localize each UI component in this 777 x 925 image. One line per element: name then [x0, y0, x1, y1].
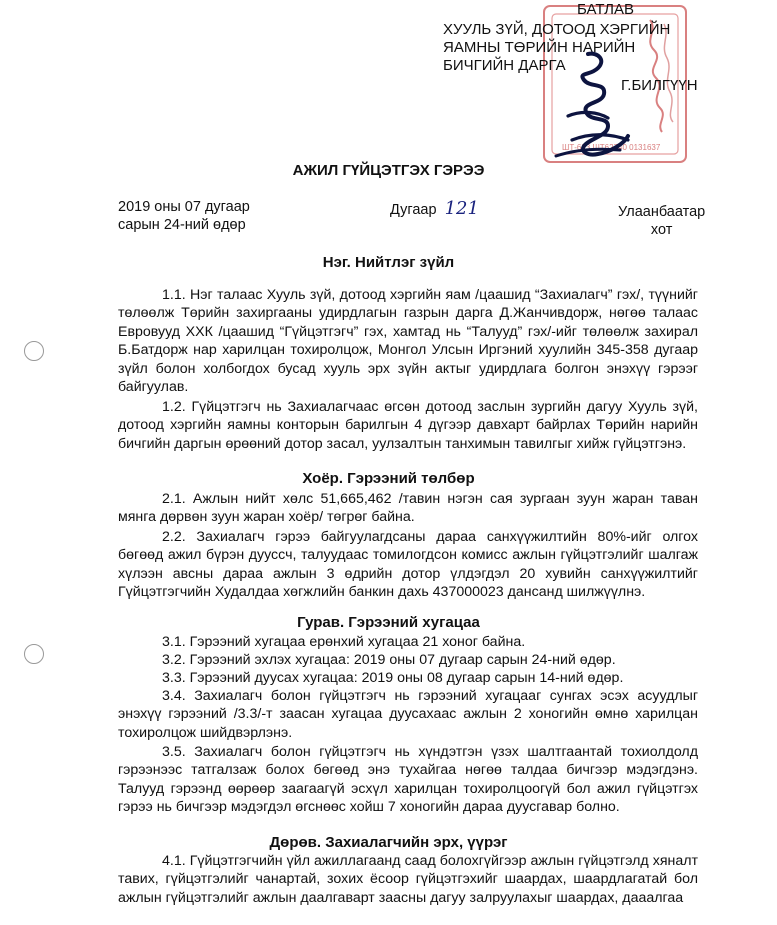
- contract-city: Улаанбаатар хот: [618, 204, 706, 238]
- clause-paragraph: 1.1. Нэг талаас Хууль зүй, дотоод хэргийн яам /цаашид “Захиалагч” гэх/, түүнийг төлөөлж Төрийн захиргааны удирдлагын газрын дарга Д.Жанчивдорж, нөгөө талаас Евровууд ХХК /цаашид “Гүйцэтгэгч” гэх, хамтад нь “Талууд” гэх/-ийг төлөөлж захирал Б.Батдорж нар харилцан тохиролцож, Монгол Улсын Иргэний хуулийн 345-358 дугаар зүйл болон холбогдох бусад хууль эрх зүйн актыг удирдлага болгон энэхүү гэрээг байгуулав.: [118, 287, 698, 396]
- section-heading: Нэг. Нийтлэг зүйл: [322, 254, 455, 271]
- approval-line: ЯАМНЫ ТӨРИЙН НАРИЙН: [443, 39, 636, 56]
- handwritten-signature: [548, 44, 648, 164]
- punch-hole: [24, 644, 44, 664]
- approval-line: ХУУЛЬ ЗҮЙ, ДОТООД ХЭРГИЙН: [443, 21, 671, 38]
- section-heading: Хоёр. Гэрээний төлбөр: [302, 470, 475, 487]
- clause-paragraph: 2.2. Захиалагч гэрээ байгуулагдсаны дараа санхүүжилтийн 80%-ийг олгох бөгөөд ажил бүрэн дууссч, талуудаас томилогдсон комисс ажлын гүйцэтгэлийг шалгаж хүлээн авсны дараа ажлын 3 өдрийн дотор үлдэгдэл 20 хувийн санхүүжилтийг Гүйцэтгэгчийн Худалдаа хөгжлийн банкин дахь 437000023 дансанд шилжүүлнэ.: [118, 529, 698, 601]
- clause-paragraph: 3.4. Захиалагч болон гүйцэтгэгч нь гэрээний хугацааг сунгах эсэх асуудлыг энэхүү гэрээний /3.3/-т заасан хугацаа дуусахаас ажлын 2 хоногийн өмнө харилцан тохиролцож шийдвэрлэнэ.: [118, 688, 698, 741]
- clause-paragraph: 1.2. Гүйцэтгэгч нь Захиалагчаас өгсөн дотоод заслын зургийн дагуу Хууль зүй, дотоод хэргийн яамны конторын барилгын 4 дүгээр давхарт байрлах Төрийн нарийн бичгийн даргын өрөөний дотор засал, уулзалтын танхимын тавилгыг хийж гүйцэтгэнэ.: [118, 399, 698, 452]
- clause-paragraph: 3.1. Гэрээний хугацаа ерөнхий хугацаа 21 хоног байна.: [162, 634, 526, 650]
- section-heading: Дөрөв. Захиалагчийн эрх, үүрэг: [269, 834, 508, 851]
- clause-paragraph: 4.1. Гүйцэтгэгчийн үйл ажиллагаанд саад болохгүйгээр ажлын гүйцэтгэлд хяналт тавих, гүйцэтгэлийг чанартай, зохих ёсоор гүйцэтгэхийг шаардах, шаардлагатай бол ажлын гүйцэтгэлийг ажлын даалгаварт заасны дагуу залруулахыг шаардах, дааалгаа: [118, 853, 698, 906]
- approval-line: БИЧГИЙН ДАРГА: [443, 57, 566, 74]
- contract-number-value: 121: [444, 198, 479, 219]
- approval-heading: БАТЛАВ: [577, 1, 635, 18]
- clause-paragraph: 3.3. Гэрээний дуусах хугацаа: 2019 оны 08 дугаар сарын 14-ний өдөр.: [162, 670, 624, 686]
- clause-paragraph: 2.1. Ажлын нийт хөлс 51,665,462 /тавин нэгэн сая зургаан зуун жаран таван мянга дөрвөн зуун жаран хоёр/ төгрөг байна.: [118, 491, 698, 526]
- contract-number-label: Дугаар: [390, 202, 437, 218]
- contract-number: [390, 198, 479, 219]
- clause-paragraph: 3.2. Гэрээний эхлэх хугацаа: 2019 оны 07 дугаар сарын 24-ний өдөр.: [162, 652, 616, 668]
- clause-paragraph: 3.5. Захиалагч болон гүйцэтгэгч нь хүндэтгэн үзэх шалтгаантай тохиолдолд гэрээнээс татгалзаж болох бөгөөд энэ тухайгаа нөгөө талдаа бичгээр мэдэгдэнэ. Талууд гэрээнд өөрөөр заагаагүй эсхүл харилцан тохиролцоогүй бол ажил гүйцэтгэх гэрээ нь бичгээр мэдэгдэл өгснөөс хойш 7 хоногийн дараа дуусгавар болно.: [118, 744, 698, 816]
- svg-text:ШТ-623 ШТ62740 0131637: ШТ-623 ШТ62740 0131637: [562, 143, 661, 152]
- punch-hole: [24, 341, 44, 361]
- contract-date: 2019 оны 07 дугаар сарын 24-ний өдөр: [118, 199, 250, 233]
- approval-signer: Г.БИЛГҮҮН: [621, 77, 698, 94]
- section-heading: Гурав. Гэрээний хугацаа: [297, 614, 480, 631]
- document-title: АЖИЛ ГҮЙЦЭТГЭХ ГЭРЭЭ: [292, 162, 485, 179]
